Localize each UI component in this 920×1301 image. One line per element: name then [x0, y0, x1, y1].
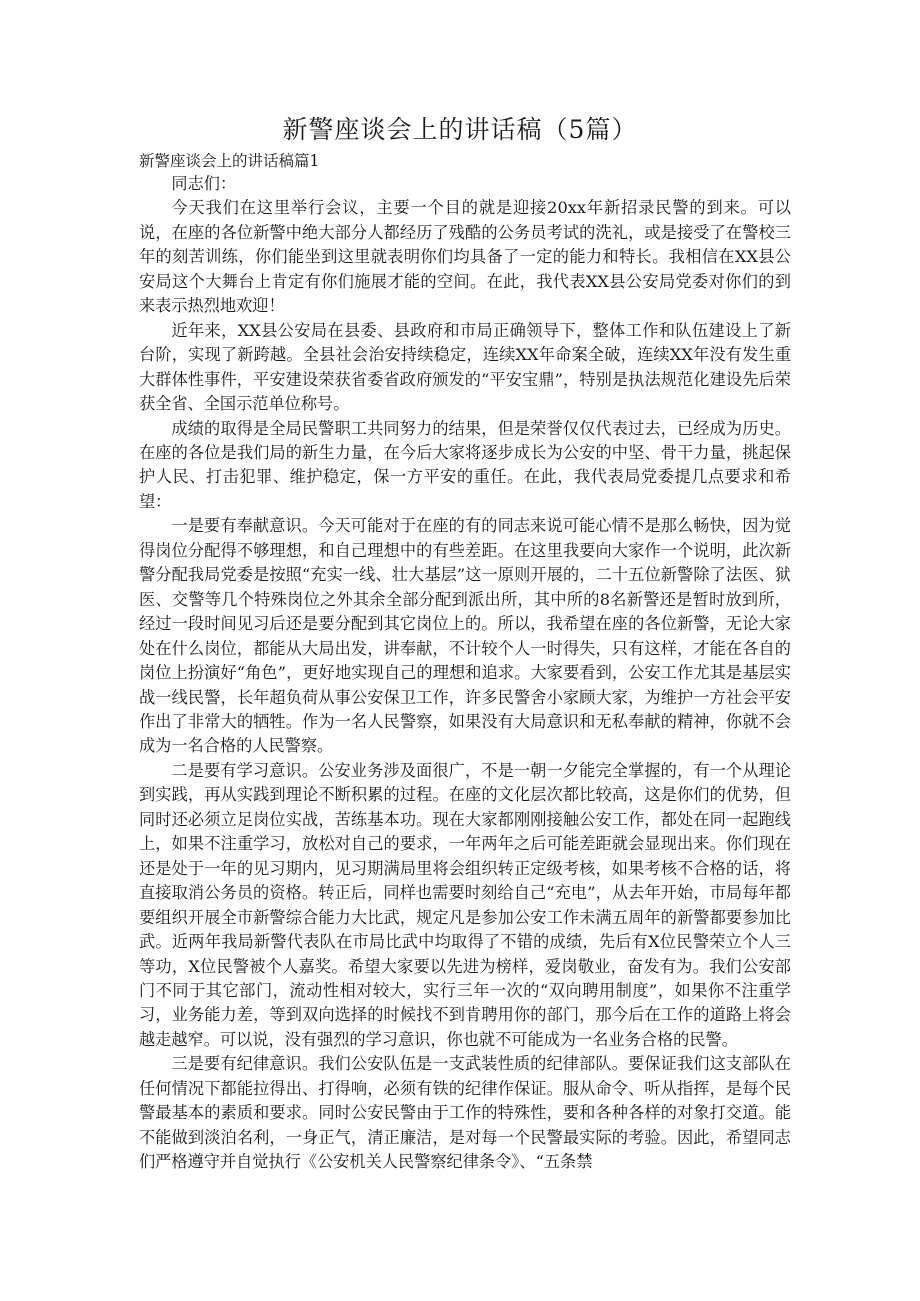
section-heading: 新警座谈会上的讲话稿篇1: [139, 152, 320, 170]
paragraph-learning: 二是要有学习意识。公安业务涉及面很广，不是一朝一夕能完全掌握的，有一个从理论到实践，再从实践到理论不断积累的过程。在座的文化层次都比较高，这是你们的优势，但同时还必须立足岗位实战，苦练基本功。现在大家都刚刚接触公安工作，都处在同一起跑线上，如果不注重学习，放松对自己的要求，一年两年之后可能差距就会显现出来。你们现在还是处于一年的见习期内，见习期满局里将会组织转正定级考核，如果考核不合格的话，将直接取消公务员的资格。转正后，同样也需要时刻给自己“充电”，从去年开始，市局每年都要组织开展全市新警综合能力大比武，规定凡是参加公安工作未满五周年的新警都要参加比武。近两年我局新警代表队在市局比武中均取得了不错的成绩，先后有X位民警荣立个人三等功，X位民警被个人嘉奖。希望大家要以先进为榜样，爱岗敬业，奋发有为。我们公安部门不同于其它部门，流动性相对较大，实行三年一次的“双向聘用制度”，如果你不注重学习，业务能力差，等到双向选择的时候找不到肯聘用你的部门，那今后在工作的道路上将会越走越窄。可以说，没有强烈的学习意识，你也就不可能成为一名业务合格的民警。: [139, 760, 791, 1049]
paragraph-salutation: 同志们：: [171, 174, 237, 193]
document-body: [139, 172, 791, 1175]
paragraph-welcome: 今天我们在这里举行会议，主要一个目的就是迎接20xx年新招录民警的到来。可以说，在座的各位新警中绝大部分人都经历了残酷的公务员考试的洗礼，或是接受了在警校三年的刻苦训练，你们能坐到这里就表明你们均具备了一定的能力和特长。我相信在XX县公安局这个大舞台上肯定有你们施展才能的空间。在此，我代表XX县公安局党委对你们的到来表示热烈地欢迎！: [139, 198, 791, 316]
paragraph-achievements: 近年来，XX县公安局在县委、县政府和市局正确领导下，整体工作和队伍建设上了新台阶，实现了新跨越。全县社会治安持续稳定，连续XX年命案全破，连续XX年没有发生重大群体性事件，平安建设荣获省委省政府颁发的“平安宝鼎”，特别是执法规范化建设先后荣获全省、全国示范单位称号。: [139, 320, 791, 414]
paragraph-requirements-intro: 成绩的取得是全局民警职工共同努力的结果，但是荣誉仅仅代表过去，已经成为历史。在座的各位是我们局的新生力量，在今后大家将逐步成长为公安的中坚、骨干力量，挑起保护人民、打击犯罪、维护稳定，保一方平安的重任。在此，我代表局党委提几点要求和希望：: [139, 418, 791, 511]
paragraph-discipline: 三是要有纪律意识。我们公安队伍是一支武装性质的纪律部队。要保证我们这支部队在任何情况下都能拉得出、打得响，必须有铁的纪律作保证。服从命令、听从指挥，是每个民警最基本的素质和要求。同时公安民警由于工作的特殊性，要和各种各样的对象打交道。能不能做到淡泊名利，一身正气，清正廉洁，是对每一个民警最实际的考验。因此，希望同志们严格遵守并自觉执行《公安机关人民警察纪律条令》、“五条禁: [139, 1054, 791, 1172]
paragraph-dedication: 一是要有奉献意识。今天可能对于在座的有的同志来说可能心情不是那么畅快，因为觉得岗位分配得不够理想，和自己理想中的有些差距。在这里我要向大家作一个说明，此次新警分配我局党委是按照“充实一线、壮大基层”这一原则开展的，二十五位新警除了法医、狱医、交警等几个特殊岗位之外其余全部分配到派出所，其中所的8名新警还是暂时放到所，经过一段时间见习后还是要分配到其它岗位上的。所以，我希望在座的各位新警，无论大家处在什么岗位，都能从大局出发，讲奉献，不计较个人一时得失，只有这样，才能在各自的岗位上扮演好“角色”，更好地实现自己的理想和追求。大家要看到，公安工作尤其是基层实战一线民警，长年超负荷从事公安保卫工作，许多民警舍小家顾大家，为维护一方社会平安作出了非常大的牺牲。作为一名人民警察，如果没有大局意识和无私奉献的精神，你就不会成为一名合格的人民警察。: [139, 516, 791, 756]
document-title: 新警座谈会上的讲话稿（5篇）: [282, 115, 638, 144]
